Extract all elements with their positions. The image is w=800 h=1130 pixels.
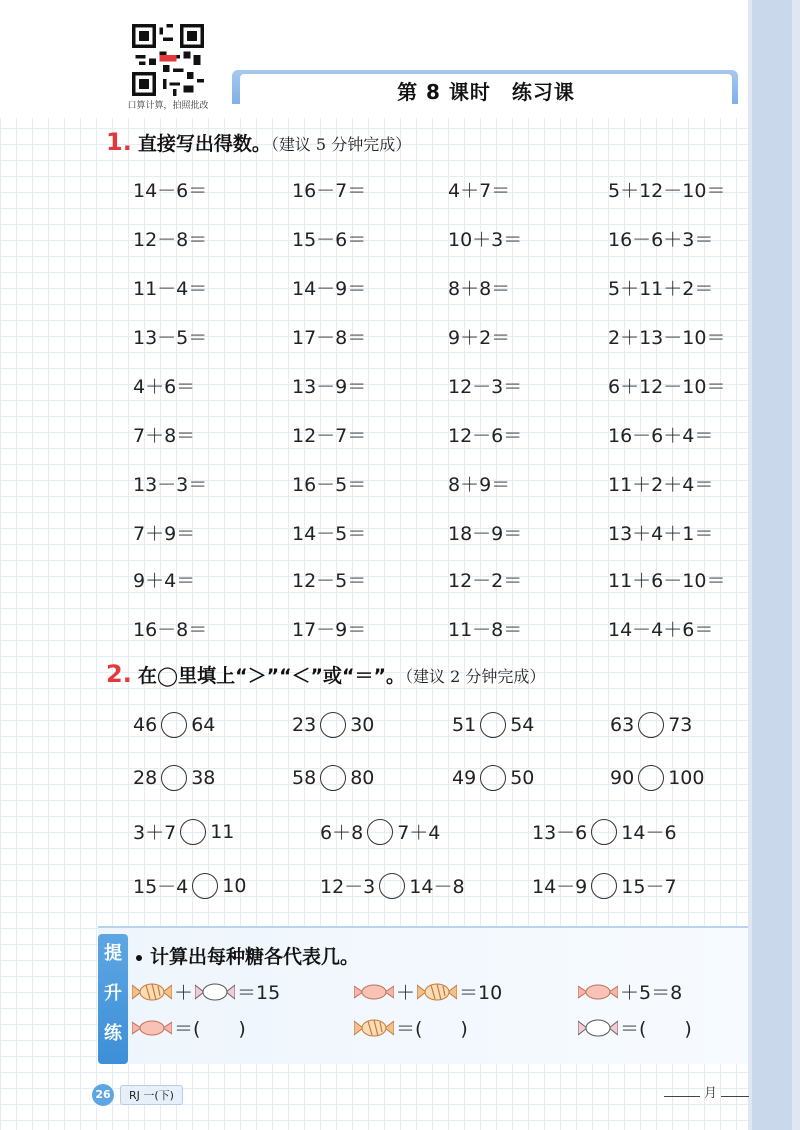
arithmetic-problem[interactable]: 15－6＝ [292,229,367,251]
arithmetic-problem[interactable]: 10＋3＝ [448,229,523,251]
comparison-left: 23 [292,714,317,736]
answer-circle[interactable] [192,873,218,899]
answer-blank[interactable]: ＝( ) [620,1018,692,1040]
plus-sign: ＋ [396,982,416,1004]
candy-answer-white [576,1014,692,1041]
arithmetic-problem[interactable]: 6＋12－10＝ [608,376,726,398]
arithmetic-problem[interactable]: 12－6＝ [448,425,523,447]
arithmetic-problem[interactable]: 13－3＝ [133,474,208,496]
comparison-item [532,872,677,899]
arithmetic-problem[interactable]: 11＋2＋4＝ [608,474,714,496]
arithmetic-problem[interactable]: 17－8＝ [292,327,367,349]
candy-white-icon [578,1018,618,1038]
answer-circle[interactable] [367,819,393,845]
answer-circle[interactable] [320,712,346,738]
arithmetic-problem[interactable]: 14－4＋6＝ [608,619,714,641]
candy-striped-icon [417,982,457,1002]
comparison-left: 51 [452,714,477,736]
comparison-left: 63 [610,714,635,736]
comparison-item [133,818,234,845]
comparison-item [292,765,374,791]
answer-circle[interactable] [480,765,506,791]
arithmetic-problem[interactable]: 5＋12－10＝ [608,180,726,202]
arithmetic-problem[interactable]: 11＋6－10＝ [608,570,726,592]
comparison-right: 7＋4 [397,822,441,844]
date-field [660,1082,749,1101]
arithmetic-problem[interactable]: 14－6＝ [133,180,208,202]
answer-circle[interactable] [161,765,187,791]
comparison-item [133,765,215,791]
lesson-banner [232,70,738,104]
comparison-item [292,712,374,738]
arithmetic-problem[interactable]: 14－5＝ [292,523,367,545]
arithmetic-problem[interactable]: 16－5＝ [292,474,367,496]
comparison-right: 38 [191,767,216,789]
equation-rhs: ＝10 [459,982,503,1004]
comparison-item [133,712,215,738]
answer-circle[interactable] [480,712,506,738]
answer-circle[interactable] [320,765,346,791]
arithmetic-problem[interactable]: 8＋9＝ [448,474,511,496]
comparison-right: 80 [350,767,375,789]
arithmetic-problem[interactable]: 5＋11＋2＝ [608,278,714,300]
lesson-title: 第 8 课时 练习课 [397,80,575,104]
candy-striped-icon [354,1018,394,1038]
section-1-title: 直接写出得数。 [137,133,271,155]
arithmetic-problem[interactable]: 12－3＝ [448,376,523,398]
arithmetic-problem[interactable]: 13＋4＋1＝ [608,523,714,545]
answer-circle[interactable] [591,873,617,899]
bonus-title [136,942,359,969]
comparison-left: 13－6 [532,822,588,844]
arithmetic-problem[interactable]: 11－8＝ [448,619,523,641]
candy-equation-2 [352,978,502,1005]
comparison-left: 46 [133,714,158,736]
comparison-right: 30 [350,714,375,736]
bonus-title-text: 计算出每种糖各代表几。 [150,946,360,968]
section-2-heading [106,660,545,688]
answer-blank[interactable]: ＝( ) [174,1018,246,1040]
comparison-left: 90 [610,767,635,789]
candy-answer-striped [352,1014,468,1041]
arithmetic-problem[interactable]: 7＋9＝ [133,523,196,545]
arithmetic-problem[interactable]: 9＋2＝ [448,327,511,349]
section-1-number: 1. [106,128,132,156]
arithmetic-problem[interactable]: 12－2＝ [448,570,523,592]
arithmetic-problem[interactable]: 16－6＋4＝ [608,425,714,447]
answer-circle[interactable] [161,712,187,738]
comparison-right: 64 [191,714,216,736]
section-2-hint: （建议 2 分钟完成） [405,667,546,686]
comparison-right: 14－6 [621,822,677,844]
arithmetic-problem[interactable]: 13－5＝ [133,327,208,349]
comparison-left: 6＋8 [320,822,364,844]
comparison-left: 49 [452,767,477,789]
arithmetic-problem[interactable]: 7＋8＝ [133,425,196,447]
comparison-right: 10 [222,874,247,897]
answer-circle[interactable] [638,765,664,791]
comparison-right: 100 [668,767,705,789]
comparison-item [452,765,534,791]
bonus-tab [98,934,128,1064]
comparison-right: 14－8 [409,876,465,898]
answer-circle[interactable] [180,819,206,845]
arithmetic-problem[interactable]: 12－7＝ [292,425,367,447]
comparison-right: 54 [510,714,535,736]
arithmetic-problem[interactable]: 16－7＝ [292,180,367,202]
page-edge [748,0,800,1130]
section-2-title: 在◯里填上“＞”“＜”或“＝”。 [137,665,406,687]
page-number: 26 [92,1084,114,1106]
comparison-right: 11 [210,820,235,843]
arithmetic-problem[interactable]: 13－9＝ [292,376,367,398]
comparison-item [610,712,692,738]
candy-pink-icon [132,1018,172,1038]
comparison-item [320,872,465,899]
page-footer [92,1084,183,1106]
comparison-left: 14－9 [532,876,588,898]
comparison-left: 58 [292,767,317,789]
comparison-item [452,712,534,738]
section-1-heading [106,128,411,156]
equation-rhs: ＝15 [237,982,281,1004]
plus-sign: ＋ [174,982,194,1004]
answer-circle[interactable] [638,712,664,738]
section-1-hint: （建议 5 分钟完成） [270,135,412,154]
arithmetic-problem[interactable]: 14－9＝ [292,278,367,300]
arithmetic-problem[interactable]: 9＋4＝ [133,570,196,592]
comparison-item [532,818,677,845]
comparison-left: 12－3 [320,876,376,898]
bonus-tab-char: 练 [104,1023,122,1044]
comparison-left: 28 [133,767,158,789]
month-blank[interactable] [664,1096,700,1097]
arithmetic-problem[interactable]: 4＋7＝ [448,180,511,202]
comparison-item [320,818,440,845]
arithmetic-problem[interactable]: 16－8＝ [133,619,208,641]
bonus-tab-char: 升 [104,983,122,1004]
answer-circle[interactable] [379,873,405,899]
comparison-right: 73 [668,714,693,736]
arithmetic-problem[interactable]: 2＋13－10＝ [608,327,726,349]
comparison-left: 15－4 [133,876,189,898]
arithmetic-problem[interactable]: 12－8＝ [133,229,208,251]
candy-white-icon [195,982,235,1002]
candy-answer-pink [130,1014,246,1041]
arithmetic-problem[interactable]: 11－4＝ [133,278,208,300]
candy-equation-3 [576,978,682,1005]
arithmetic-problem[interactable]: 4＋6＝ [133,376,196,398]
candy-equation-1 [130,978,280,1005]
candy-pink-icon [578,982,618,1002]
arithmetic-problem[interactable]: 17－9＝ [292,619,367,641]
answer-circle[interactable] [591,819,617,845]
section-2-number: 2. [106,660,132,688]
month-label: 月 [704,1086,718,1101]
qr-code-icon[interactable] [132,24,204,96]
arithmetic-problem[interactable]: 12－5＝ [292,570,367,592]
candy-pink-icon [354,982,394,1002]
comparison-right: 15－7 [621,876,677,898]
arithmetic-problem[interactable]: 18－9＝ [448,523,523,545]
answer-blank[interactable]: ＝( ) [396,1018,468,1040]
candy-striped-icon [132,982,172,1002]
arithmetic-problem[interactable]: 16－6＋3＝ [608,229,714,251]
comparison-left: 3＋7 [133,822,177,844]
comparison-item [610,765,704,791]
edition-label: RJ 一(下) [120,1085,183,1105]
bonus-tab-char: 提 [104,943,122,964]
day-blank[interactable] [721,1096,749,1097]
equation-rhs: ＋5＝8 [620,982,683,1004]
qr-caption: 口算计算，拍照批改 [127,101,209,111]
comparison-item [133,872,246,899]
arithmetic-problem[interactable]: 8＋8＝ [448,278,511,300]
comparison-right: 50 [510,767,535,789]
